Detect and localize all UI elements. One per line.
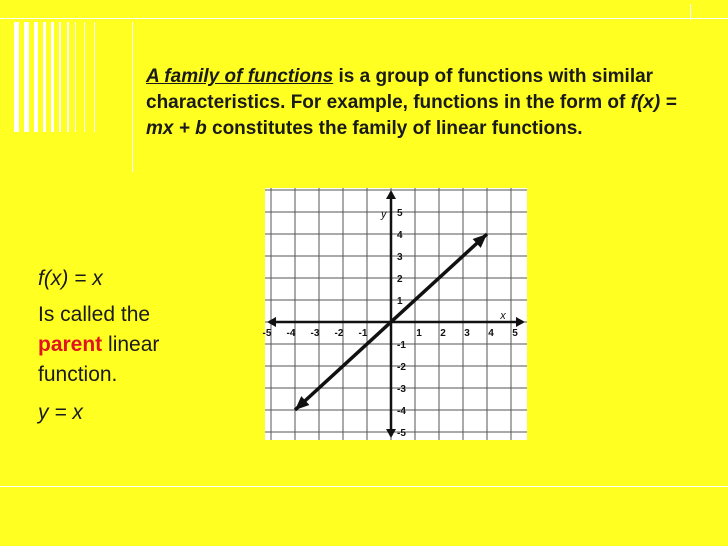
y-tick-label: -5 [397, 428, 406, 439]
decorative-tick [690, 4, 691, 20]
decorative-top-line [0, 18, 728, 19]
equation-y: y = x [38, 401, 83, 424]
decorative-vertical-line [132, 22, 133, 172]
note-line-2-rest: linear [102, 333, 160, 356]
x-tick-label: -4 [286, 328, 296, 339]
x-tick-label: -3 [310, 328, 320, 339]
x-tick-label: 2 [440, 328, 446, 339]
y-tick-label: -4 [397, 406, 406, 417]
x-tick-label: -1 [358, 328, 368, 339]
y-tick-label: -2 [397, 362, 406, 373]
term-family-of-functions: A family of functions [146, 66, 334, 87]
note-line-2 [38, 330, 238, 360]
y-tick-label: -3 [397, 384, 406, 395]
intro-text-2: constitutes the family of linear functions. [206, 118, 583, 139]
x-tick-label: 1 [416, 328, 422, 339]
x-tick-label: -2 [334, 328, 344, 339]
y-tick-label: 2 [397, 274, 403, 285]
y-tick-label: 5 [397, 208, 403, 219]
note-line-3: function. [38, 363, 118, 386]
y-tick-label: 3 [397, 252, 403, 263]
linear-formula: f(x) = mx + b [146, 92, 677, 139]
equation-fx: f(x) = x [38, 267, 103, 290]
intro-paragraph [146, 64, 686, 142]
x-tick-label: 4 [488, 328, 494, 339]
intro-text-1: is a group of functions with similar characteristics. For example, functions in the form of [146, 66, 654, 113]
y-tick-label: 4 [397, 230, 403, 241]
coordinate-graph [262, 188, 527, 440]
x-tick-label: 3 [464, 328, 470, 339]
x-tick-label: 5 [512, 328, 518, 339]
decorative-bottom-line [0, 486, 728, 487]
parent-function-note [38, 264, 238, 428]
decorative-bars [14, 22, 124, 132]
y-tick-label: -1 [397, 340, 406, 351]
note-line-1: Is called the [38, 303, 151, 326]
y-axis-label: y [381, 208, 387, 221]
x-axis-label: x [500, 310, 506, 322]
y-tick-label: 1 [397, 296, 403, 307]
x-tick-label: -5 [262, 328, 272, 339]
parent-highlight: parent [38, 333, 103, 356]
